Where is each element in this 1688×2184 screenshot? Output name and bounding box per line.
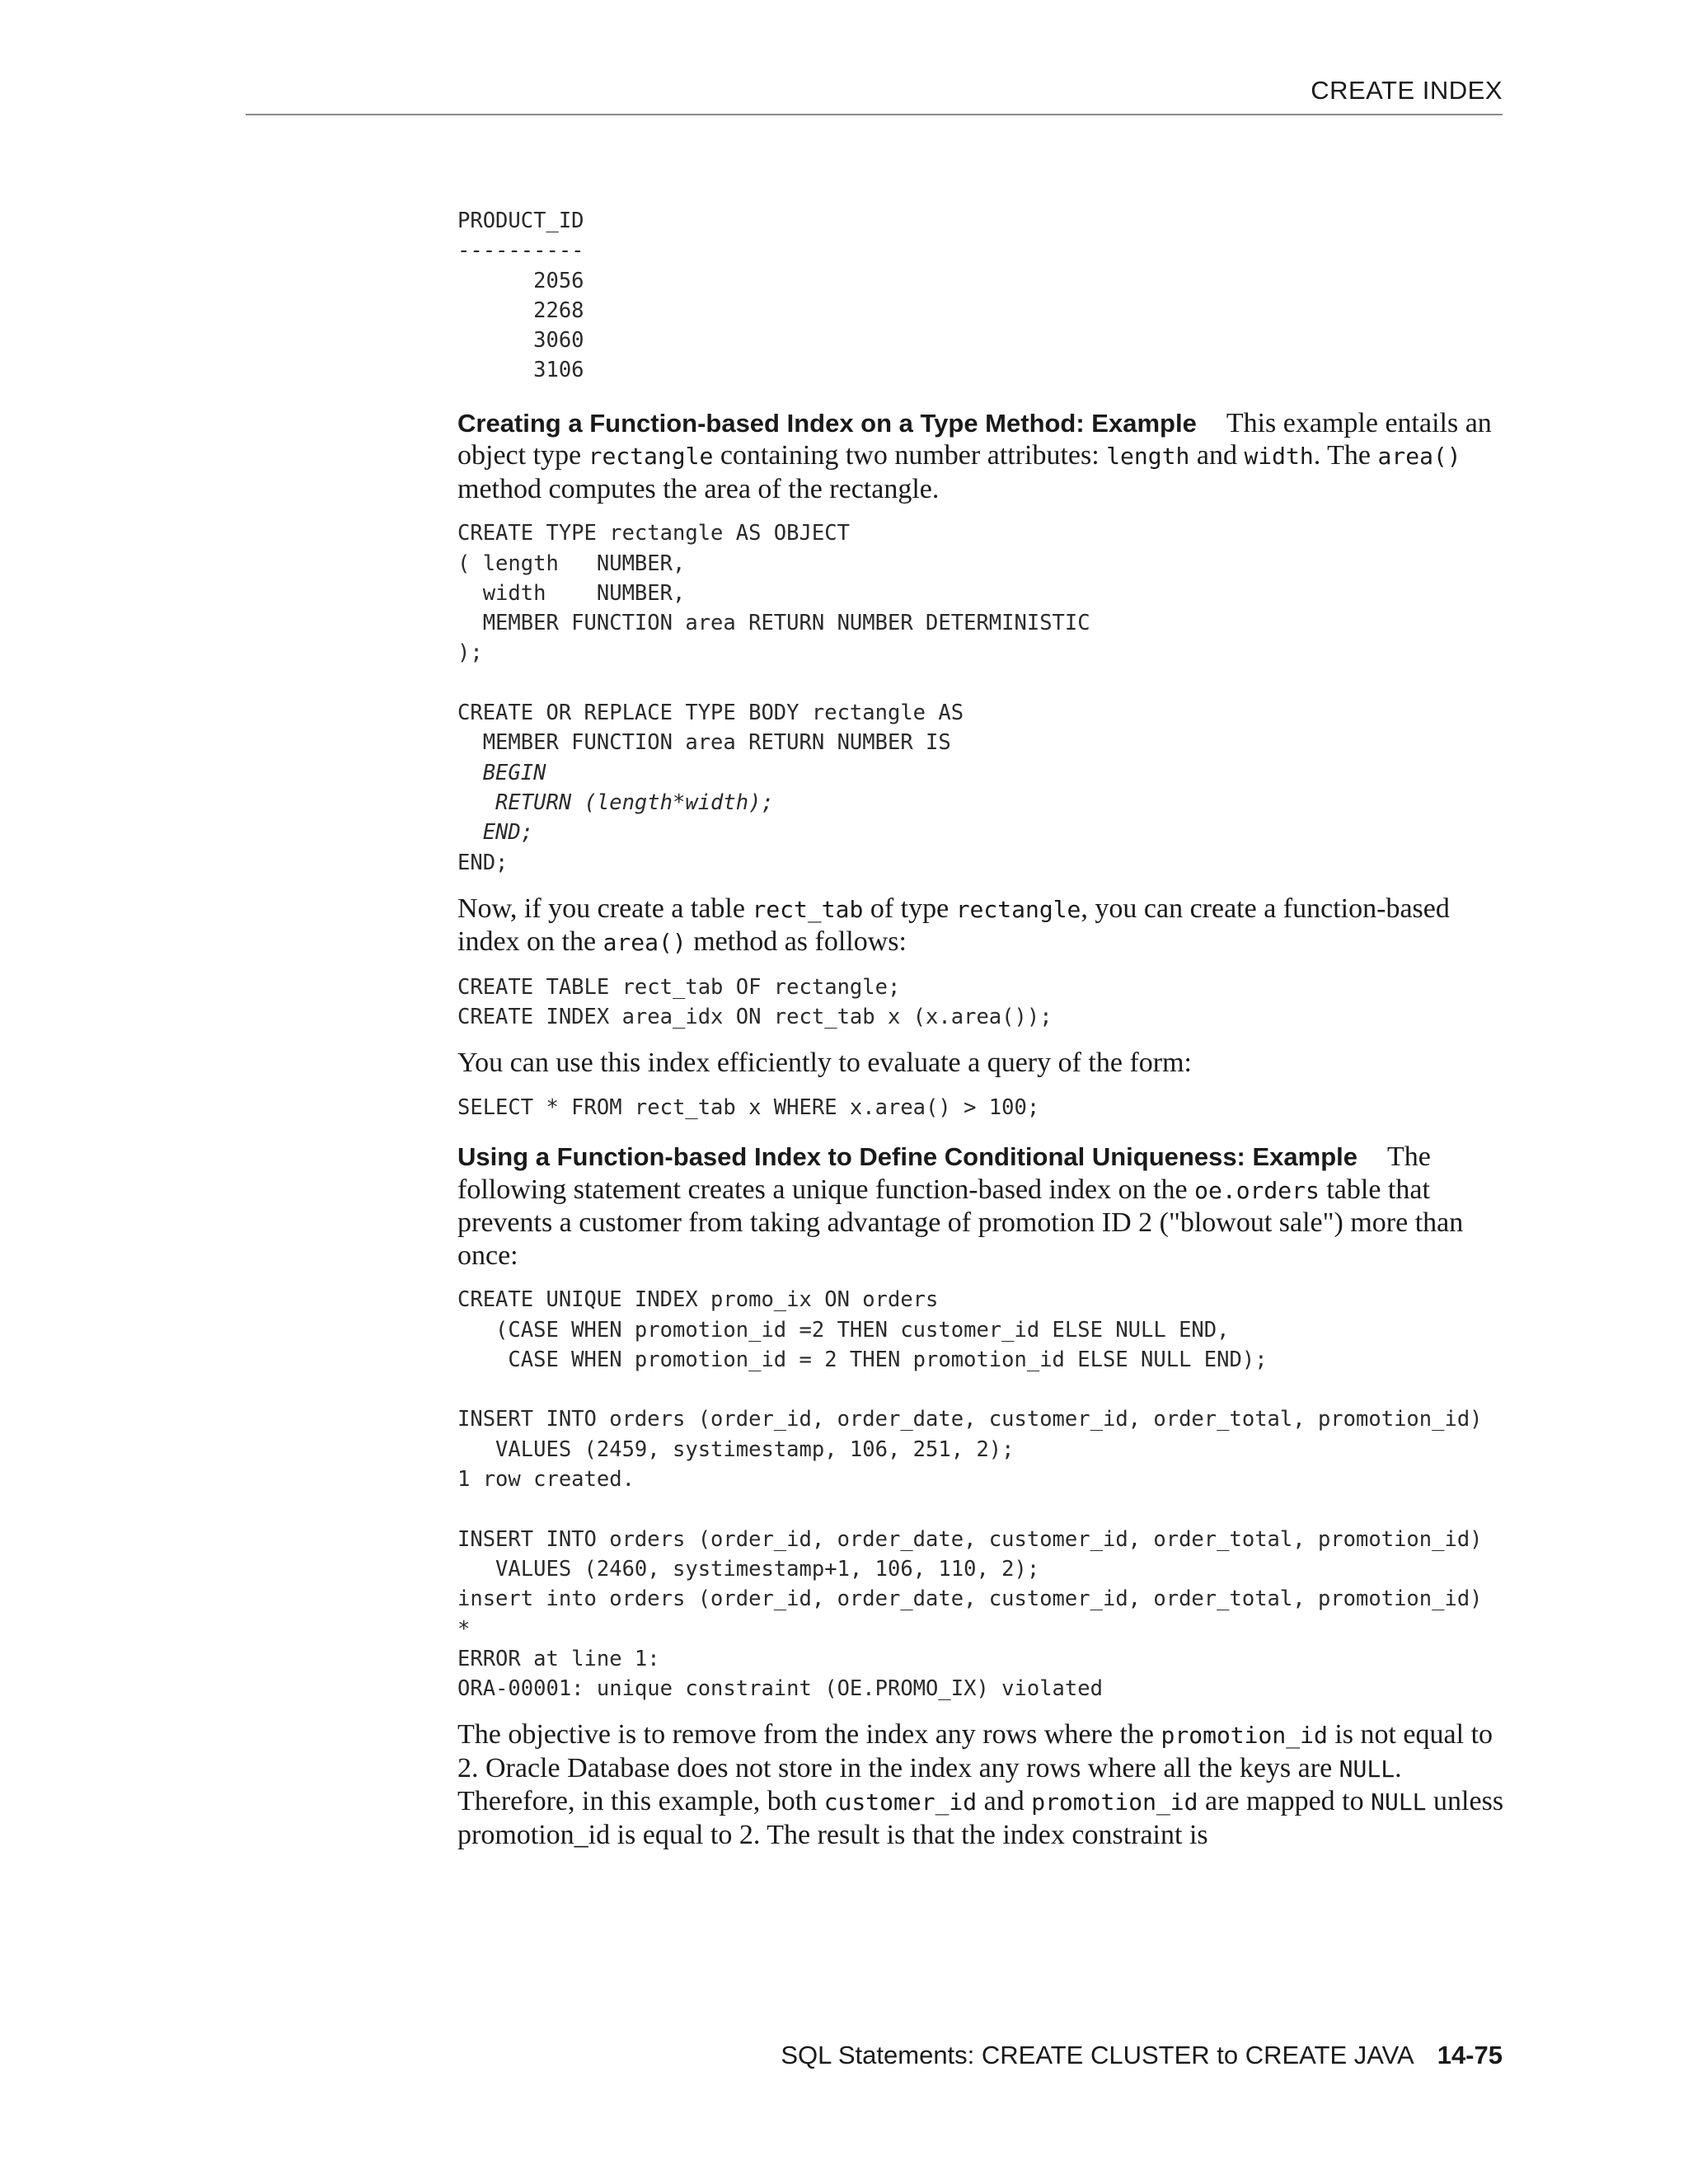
code-line: MEMBER FUNCTION area RETURN NUMBER DETERMINISTIC (457, 611, 1090, 636)
code-line: CREATE UNIQUE INDEX promo_ix ON orders (457, 1287, 939, 1313)
code-line: CREATE TABLE rect_tab OF rectangle; (457, 974, 901, 1000)
code-line: RETURN (length*width); (457, 790, 774, 815)
code-line: CREATE OR REPLACE TYPE BODY rectangle AS (457, 701, 964, 726)
result-row: 3060 (533, 328, 584, 354)
create-type-code-block (457, 518, 1504, 878)
code-line: INSERT INTO orders (order_id, order_date, customer_id, order_total, promotion_id) (457, 1407, 1483, 1432)
code-line: ORA-00001: unique constraint (OE.PROMO_IX) violated (457, 1676, 1103, 1702)
inline-code: width (1244, 443, 1314, 471)
code-line: CREATE INDEX area_idx ON rect_tab x (x.area()); (457, 1005, 1053, 1030)
query-paragraph: You can use this index efficiently to evaluate a query of the form: (457, 1047, 1193, 1079)
inline-code: oe.orders (1194, 1176, 1320, 1204)
text-run: of type (863, 893, 956, 924)
inline-code: promotion_id (1031, 1788, 1198, 1816)
text-run: is not equal to 2. Oracle Database does not store in the index any rows where all the keys are (457, 1719, 1493, 1783)
page-number: 14-75 (1437, 2041, 1503, 2069)
page-footer (781, 2041, 1503, 2070)
section1-paragraph (457, 407, 1504, 506)
code-line: CREATE TYPE rectangle AS OBJECT (457, 521, 850, 546)
code-line: SELECT * FROM rect_tab x WHERE x.area() > 100; (457, 1094, 1040, 1120)
code-line: insert into orders (order_id, order_date, customer_id, order_total, promotion_id) (457, 1586, 1483, 1612)
inline-code: promotion_id (1160, 1722, 1328, 1750)
code-line: VALUES (2460, systimestamp+1, 106, 110, 2); (457, 1556, 1040, 1582)
inline-code: rect_tab (752, 895, 864, 923)
inline-code: rectangle (955, 895, 1081, 923)
text-run: containing two number attributes: (713, 440, 1107, 471)
text-run: . The (1313, 440, 1378, 471)
text-run: The following statement creates a unique function-based index on the (457, 1141, 1431, 1205)
section2-paragraph (457, 1141, 1504, 1272)
running-header-title: CREATE INDEX (1311, 76, 1503, 105)
query-result-block (457, 206, 1504, 386)
code-line: MEMBER FUNCTION area RETURN NUMBER IS (457, 730, 951, 756)
code-line: END; (457, 850, 509, 875)
text-run: , you can create a function-based index on the (457, 893, 1450, 958)
result-separator: ---------- (457, 238, 584, 264)
text-run: This example entails an object type (457, 407, 1492, 471)
objective-paragraph (457, 1718, 1504, 1851)
text-run: and (1189, 440, 1245, 471)
create-index-code-block (457, 972, 1504, 1033)
text-run: The objective is to remove from the index any rows where the (457, 1719, 1161, 1750)
rect-tab-paragraph (457, 893, 1504, 959)
inline-code: rectangle (588, 443, 714, 471)
inline-code: customer_id (823, 1788, 978, 1816)
text-run: and (977, 1786, 1032, 1817)
code-line: 1 row created. (457, 1467, 635, 1493)
inline-code: NULL (1371, 1788, 1427, 1816)
text-run: method as follows: (686, 926, 907, 958)
code-line: width NUMBER, (457, 580, 686, 606)
select-code-block (457, 1093, 1504, 1122)
code-line: CASE WHEN promotion_id = 2 THEN promotion_id ELSE NULL END); (457, 1347, 1268, 1372)
code-line: (CASE WHEN promotion_id =2 THEN customer_id ELSE NULL END, (457, 1317, 1230, 1343)
code-line: BEGIN (457, 760, 546, 785)
header-divider (246, 114, 1503, 115)
inline-code: length (1106, 443, 1190, 471)
section2-heading: Using a Function-based Index to Define Conditional Uniqueness: Example (457, 1142, 1358, 1172)
unique-index-code-block (457, 1285, 1504, 1704)
section1-heading: Creating a Function-based Index on a Type Method: Example (457, 408, 1197, 438)
inline-code: area() (1377, 443, 1461, 471)
text-run: Now, if you create a table (457, 893, 753, 924)
text-run: unless promotion_id is equal to 2. The result is that the index constraint is (457, 1786, 1504, 1850)
code-line: END; (457, 820, 534, 846)
text-run: method computes the area of the rectangle. (457, 473, 940, 504)
result-column-header: PRODUCT_ID (457, 209, 584, 233)
result-row: 2056 (533, 268, 584, 293)
code-line: ( length NUMBER, (457, 551, 686, 576)
inline-code: NULL (1339, 1755, 1395, 1783)
code-line: * (457, 1616, 471, 1642)
text-run: . Therefore, in this example, both (457, 1752, 1402, 1817)
page-content (457, 206, 1504, 1851)
code-line: ERROR at line 1: (457, 1646, 660, 1671)
text-run: are mapped to (1198, 1786, 1372, 1817)
code-line: VALUES (2459, systimestamp, 106, 251, 2); (457, 1436, 1015, 1462)
inline-code: area() (603, 929, 687, 957)
text-run: table that prevents a customer from taking advantage of promotion ID 2 ("blowout sale") more than once: (457, 1174, 1464, 1271)
result-row: 3106 (533, 358, 584, 383)
footer-title: SQL Statements: CREATE CLUSTER to CREATE JAVA (781, 2041, 1414, 2069)
code-line: INSERT INTO orders (order_id, order_date, customer_id, order_total, promotion_id) (457, 1526, 1483, 1552)
result-row: 2268 (533, 298, 584, 323)
code-line: ); (457, 640, 483, 666)
